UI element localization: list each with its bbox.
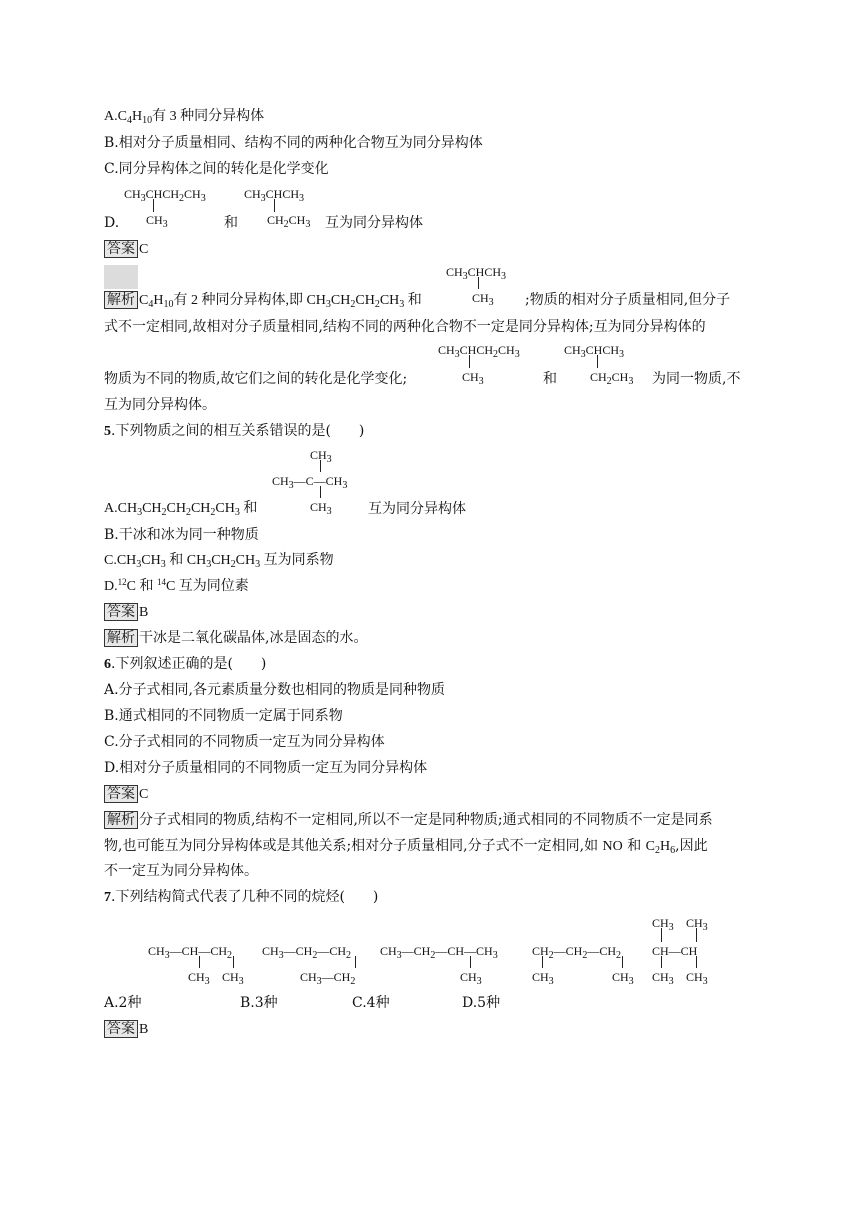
- q7-structure5-top1: $CH_3$: [652, 916, 674, 933]
- q7-structure1-branch1: $CH_3$: [188, 970, 210, 987]
- q7-structure5-bottom1: $CH_3$: [652, 970, 674, 987]
- analysis-label: 解析: [104, 291, 138, 309]
- q7-structure1-main: $CH_3—CH—CH_2$: [148, 944, 233, 961]
- analysis-shade: [104, 265, 138, 289]
- q5-option-c: $C.CH_3CH_3$ 和 $CH_3CH_2CH_3$ 互为同系物: [104, 553, 334, 570]
- q5-formula-middle: $CH_3—C—CH_3$: [272, 474, 348, 491]
- q5-option-a-end: 互为同分异构体: [368, 501, 466, 517]
- q7-structure3-branch: $CH_3$: [460, 970, 482, 987]
- q5-analysis: 解析 干冰是二氧化碳晶体,冰是固态的水。: [104, 629, 367, 647]
- q7-structure2-bond: [355, 956, 356, 968]
- q7-structure5-bond-bottom2: [696, 956, 697, 968]
- q5-option-d: D.$^{12}$C 和 $^{14}$C 互为同位素: [104, 577, 249, 594]
- q5-formula-bottom: $CH_3$: [310, 500, 332, 517]
- q4-analysis-formula-branch: $CH_3$: [472, 291, 494, 308]
- q7-structure1-bond1: [199, 956, 200, 968]
- q7-stem: 7.下列结构简式代表了几种不同的烷烃( ): [104, 889, 379, 905]
- q6-answer: 答案 C: [104, 785, 148, 804]
- q5-formula-top: $CH_3$: [310, 448, 332, 465]
- q4-d-formula2-main: $CH_3CHCH_3$: [244, 187, 305, 204]
- q4-analysis-line3-end: 为同一物质,不: [652, 371, 741, 387]
- q4-analysis-formula3-main: $CH_3CHCH_2CH_3$: [438, 343, 520, 360]
- q7-structure5-bottom2: $CH_3$: [686, 970, 708, 987]
- q7-option-a: A.2种: [104, 995, 142, 1011]
- q4-d-formula2-branch: $CH_2CH_3$: [267, 213, 311, 230]
- q7-structure4-bond2: [622, 956, 623, 968]
- q7-structure3-main: $CH_3—CH_2—CH—CH_3$: [380, 944, 498, 961]
- q4-option-d-prefix: D.: [104, 215, 120, 231]
- q6-option-b: B.通式相同的不同物质一定属于同系物: [104, 708, 343, 724]
- q7-structure5-bond-bottom1: [661, 956, 662, 968]
- q4-d-formula1-branch: $CH_3$: [146, 213, 168, 230]
- q7-structure4-branch1: $CH_3$: [532, 970, 554, 987]
- q7-structure2-branch: $CH_3—CH_2$: [300, 970, 356, 987]
- q4-option-d-and: 和: [224, 215, 238, 231]
- q7-structure5-main: CH—CH: [652, 944, 698, 958]
- q4-option-d-suffix: 互为同分异构体: [325, 215, 423, 231]
- q4-analysis-formula-main: $CH_3CHCH_3$: [446, 265, 507, 282]
- answer-label: 答案: [104, 240, 138, 258]
- q4-analysis-line3-and: 和: [543, 371, 557, 387]
- q7-structure5-bond-top2: [696, 928, 697, 942]
- q7-structure2-main: $CH_3—CH_2—CH_2$: [262, 944, 352, 961]
- q7-answer: 答案 B: [104, 1020, 148, 1039]
- q7-structure4-bond1: [542, 956, 543, 968]
- q5-formula-bond-bottom: [320, 486, 321, 498]
- q4-analysis-line1-end: ;物质的相对分子质量相同,但分子: [525, 292, 731, 308]
- q7-option-d: D.5种: [462, 995, 501, 1011]
- q4-d-formula1-main: $CH_3CHCH_2CH_3$: [124, 187, 206, 204]
- q7-structure5-bond-top1: [661, 928, 662, 942]
- q4-option-b: B.相对分子质量相同、结构不同的两种化合物互为同分异构体: [104, 135, 483, 151]
- q4-analysis-formula3-branch: $CH_3$: [462, 370, 484, 387]
- q4-answer: [104, 240, 148, 259]
- q4-analysis-formula4-branch: $CH_2CH_3$: [590, 370, 634, 387]
- q7-structure4-main: $CH_2—CH_2—CH_2$: [532, 944, 622, 961]
- q7-structure4-branch2: $CH_3$: [612, 970, 634, 987]
- q4-option-a: $A.C_4H_{10}$有 3 种同分异构体: [104, 109, 265, 126]
- q7-structure1-bond2: [233, 956, 234, 968]
- q5-option-a: $A.CH_3CH_2CH_2CH_2CH_3$ 和: [104, 501, 258, 518]
- q4-analysis-line2: 式不一定相同,故相对分子质量相同,结构不同的两种化合物不一定是同分异构体;互为同分异构体的: [104, 319, 706, 335]
- q6-option-a: A.分子式相同,各元素质量分数也相同的物质是同种物质: [104, 682, 446, 698]
- q7-structure3-bond: [470, 956, 471, 968]
- answer-value: C: [139, 242, 149, 257]
- q5-stem: 5.下列物质之间的相互关系错误的是( ): [104, 423, 365, 439]
- q4-analysis-formula-bond: [478, 277, 479, 289]
- q4-analysis-line4: 互为同分异构体。: [104, 397, 216, 413]
- q7-option-c: C.4种: [352, 995, 390, 1011]
- q6-analysis-line1: 解析 分子式相同的物质,结构不一定相同,所以不一定是同种物质;通式相同的不同物质不一定是同系: [104, 811, 713, 829]
- q4-analysis-formula4-bond: [597, 355, 598, 368]
- q6-analysis-line3: 不一定互为同分异构体。: [104, 863, 258, 879]
- q4-analysis-formula3-bond: [469, 355, 470, 368]
- q4-analysis-line3: 物质为不同的物质,故它们之间的转化是化学变化;: [104, 371, 408, 387]
- q7-structure1-branch2: $CH_3$: [222, 970, 244, 987]
- q4-analysis-formula4-main: $CH_3CHCH_3$: [564, 343, 625, 360]
- q7-structure5-top2: $CH_3$: [686, 916, 708, 933]
- q6-option-c: C.分子式相同的不同物质一定互为同分异构体: [104, 734, 385, 750]
- q5-formula-bond-top: [320, 460, 321, 472]
- q4-option-c: C.同分异构体之间的转化是化学变化: [104, 161, 329, 177]
- q5-answer: 答案 B: [104, 603, 148, 622]
- q7-option-b: B.3种: [240, 995, 278, 1011]
- q4-analysis-line1: 解析 $C_4H_{10}$有 2 种同分异构体,即 $CH_3CH_2CH_2CH_3$ 和: [104, 291, 422, 310]
- q6-stem: 6.下列叙述正确的是( ): [104, 656, 267, 672]
- q6-option-d: D.相对分子质量相同的不同物质一定互为同分异构体: [104, 760, 428, 776]
- q5-option-b: B.干冰和冰为同一种物质: [104, 527, 259, 543]
- q6-analysis-line2: 物,也可能互为同分异构体或是其他关系;相对分子质量相同,分子式不一定相同,如 NO 和 $C_2H_6$,因此: [104, 838, 708, 856]
